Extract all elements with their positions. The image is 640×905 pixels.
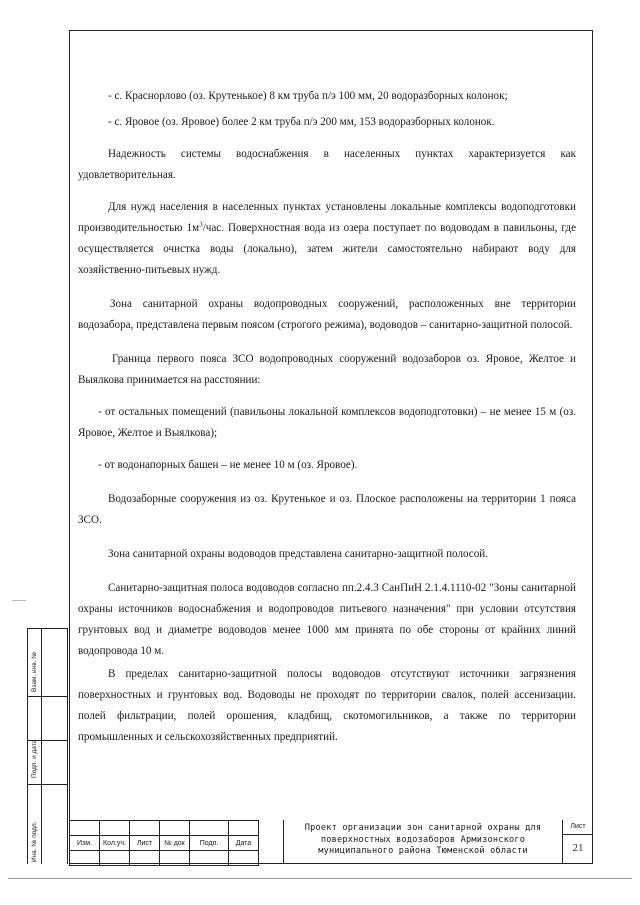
- header-izm: Изм.: [70, 836, 100, 851]
- title-block: [69, 820, 593, 864]
- side-label-signature-date: Подп. и дата: [31, 739, 38, 778]
- header-signature: Подп.: [190, 836, 229, 851]
- paragraph-yarovoe: - с. Яровое (оз. Яровое) более 2 км труба п/э 200 мм, 153 водоразборных колонок.: [108, 116, 495, 128]
- project-title: Проект организации зон санитарной охраны для поверхностных водозаборов Армизонского муниципального района Тюменской области: [283, 820, 563, 863]
- paragraph-sanitary-zone: Зона санитарной охраны водопроводных сооружений, расположенных вне территории водозабора, представлена первым поясом (строгого режима), водоводов – санитарно-защитной полосой.: [78, 298, 576, 331]
- sheet-box: [563, 820, 593, 863]
- cubic-superscript: 3: [199, 220, 203, 229]
- title-block-grid: [69, 820, 259, 866]
- header-list: Лист: [130, 836, 160, 851]
- side-label-replace-inv: Взам. инв. №: [31, 651, 38, 692]
- side-label-inv-sheet: Инв. № подл.: [31, 821, 38, 862]
- paragraph-water-treatment-start: Для нужд населения в населенных пунктах установлены локальные комплексы водоподготовки производительностью 1м: [78, 201, 576, 234]
- sheet-number: 21: [572, 842, 584, 854]
- header-kol-uch: Кол.уч.: [100, 836, 130, 851]
- header-date: Дата: [229, 836, 259, 851]
- sheet-label: Лист: [563, 820, 593, 835]
- bottom-rule: [8, 878, 632, 879]
- header-doc-number: № док: [160, 836, 190, 851]
- paragraph-first-belt: Граница первого пояса ЗСО водопроводных сооружений водозаборов оз. Яровое, Желтое и Выялкова принимается на расстоянии:: [78, 353, 576, 386]
- side-stamp: [27, 628, 67, 864]
- paragraph-water-treatment: [78, 197, 576, 281]
- paragraph-intakes: Водозаборные сооружения из оз. Крутенькое и оз. Плоское расположены на территории 1 пояса ЗСО.: [78, 493, 576, 526]
- paragraph-water-towers: - от водонапорных башен – не менее 10 м (оз. Яровое).: [98, 459, 358, 471]
- paragraph-other-rooms: - от остальных помещений (павильоны локальной комплексов водоподготовки) – не менее 15 м (оз. Яровое, Желтое и Выялкова);: [78, 406, 576, 439]
- document-body: [78, 86, 576, 748]
- paragraph-krasnorlovo: - с. Краснорлово (оз. Крутенькое) 8 км труба п/э 100 мм, 20 водоразборных колонок;: [108, 90, 508, 102]
- margin-tick: [12, 600, 26, 601]
- paragraph-conduits-zone: Зона санитарной охраны водоводов представлена санитарно-защитной полосой.: [108, 548, 488, 560]
- paragraph-no-pollution: В пределах санитарно-защитной полосы водоводов отсутствуют источники загрязнения поверхностных и грунтовых вод. Водоводы не проходят по территории свалок, полей ассенизации. полей фильтрации, полей орошения, кладбищ, скотомогильников, а также по территории промышленных и сельскохозяйственных предприятий.: [78, 668, 576, 743]
- paragraph-protection-strip: Санитарно-защитная полоса водоводов согласно пп.2.4.3 СанПиН 2.1.4.1110-02 "Зоны санитарной охраны источников водоснабжения и водопроводов питьевого назначения" при условии отсутствия грунтовых вод и диаметре водоводов менее 1000 мм принята по обе стороны от крайних линий водопровода 10 м.: [78, 582, 576, 657]
- paragraph-water-treatment-rest: /час. Поверхностная вода из озера поступает по водоводам в павильоны, где осуществляется очистка воды (локально), затем жители самостоятельно набирают воду для хозяйственно-питьевых нужд.: [78, 222, 576, 276]
- paragraph-reliability: Надежность системы водоснабжения в населенных пунктах характеризуется как удовлетворительная.: [78, 148, 576, 181]
